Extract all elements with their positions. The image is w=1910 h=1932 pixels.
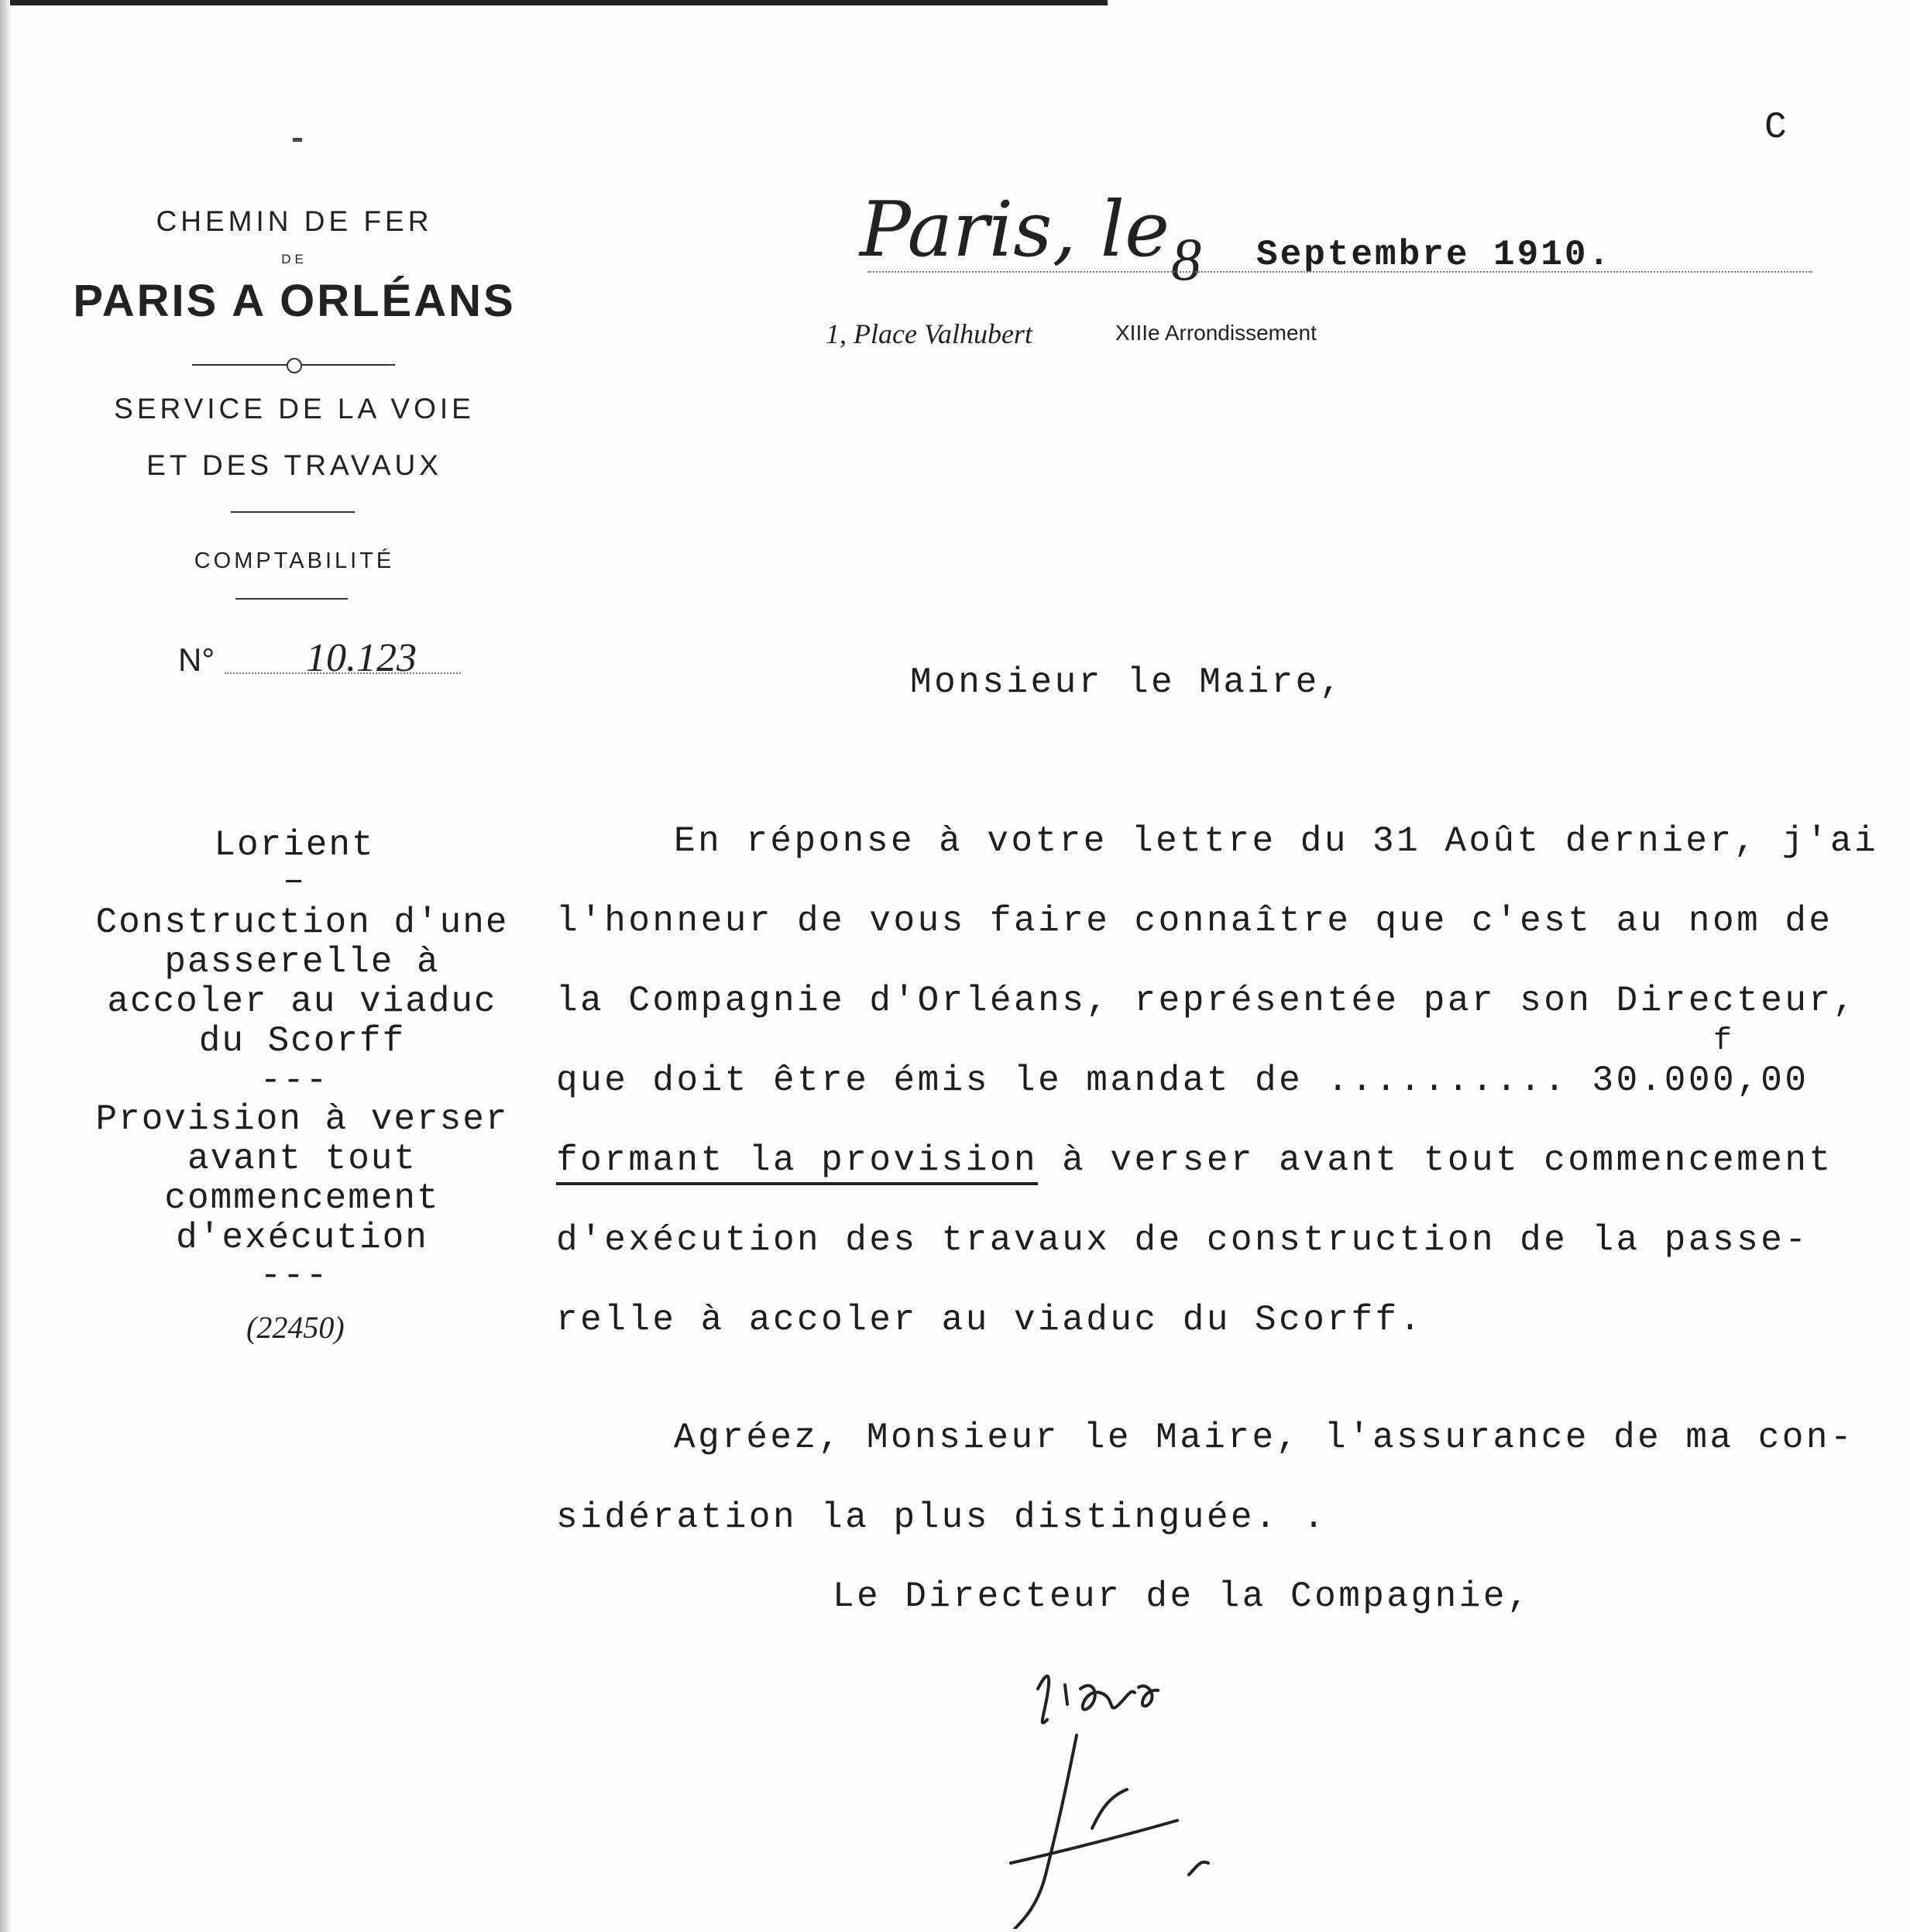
currency-mark: f [1713, 1024, 1733, 1059]
date-dotted-line [867, 271, 1812, 273]
underlined-phrase: formant la provision [556, 1140, 1038, 1185]
closing: Le Directeur de la Compagnie, [833, 1576, 1532, 1617]
number-value: 10.123 [306, 636, 417, 680]
letterhead-company: PARIS A ORLÉANS [73, 276, 516, 326]
body-line-8: Agréez, Monsieur le Maire, l'assurance de ma con- [674, 1418, 1855, 1458]
letterhead-service1: SERVICE DE LA VOIE [114, 393, 475, 425]
date-month-year: Septembre 1910. [1256, 235, 1613, 275]
body-line-5 [556, 1140, 1833, 1181]
margin-dash-1: – [283, 861, 306, 901]
body-line-9: sidération la plus distinguée. . [556, 1497, 1328, 1538]
body-line-4: que doit être émis le mandat de .......... 30.000,00 [556, 1061, 1809, 1101]
letterhead-department: COMPTABILITÉ [194, 548, 395, 573]
letterhead-rule-2 [231, 511, 355, 513]
margin-dash-3: --- [259, 1256, 329, 1296]
address: 1, Place Valhubert [826, 318, 1032, 349]
margin-provision: Provision à verser avant tout commencement d'exécution [95, 1099, 509, 1258]
body-line-6: d'exécution des travaux de construction de la passe- [556, 1220, 1809, 1260]
number-label: N° [178, 641, 215, 678]
body-line-3: la Compagnie d'Orléans, représentée par son Directeur, [556, 981, 1857, 1021]
date-day: 8 [1171, 225, 1201, 293]
arrondissement: XIIIe Arrondissement [1115, 321, 1317, 345]
margin-city: Lorient [214, 825, 375, 865]
letterhead-service2: ET DES TRAVAUX [146, 449, 442, 481]
letterhead-rule-3 [235, 598, 348, 600]
letterhead-de: DE [281, 252, 307, 266]
letterhead-line1: CHEMIN DE FER [156, 205, 433, 237]
place-prefix: Paris, le [860, 186, 1170, 274]
speck-mark [293, 138, 302, 142]
body-line-2: l'honneur de vous faire connaître que c'est au nom de [556, 901, 1833, 941]
salutation: Monsieur le Maire, [910, 662, 1344, 703]
scan-top-border [0, 0, 1108, 5]
margin-subject: Construction d'une passerelle à accoler au viaduc du Scorff [95, 902, 509, 1061]
signature-image [991, 1642, 1255, 1929]
body-line-5-rest: à verser avant tout commencement [1038, 1140, 1833, 1181]
body-line-1: En réponse à votre lettre du 31 Août dernier, j'ai [674, 821, 1879, 861]
corner-mark: C [1764, 107, 1787, 149]
letterhead-ornament [287, 358, 302, 373]
body-line-7: relle à accoler au viaduc du Scorff. [556, 1300, 1424, 1340]
scan-left-edge [0, 0, 10, 1932]
margin-reference: (22450) [246, 1310, 345, 1345]
margin-dash-2: --- [259, 1061, 329, 1101]
